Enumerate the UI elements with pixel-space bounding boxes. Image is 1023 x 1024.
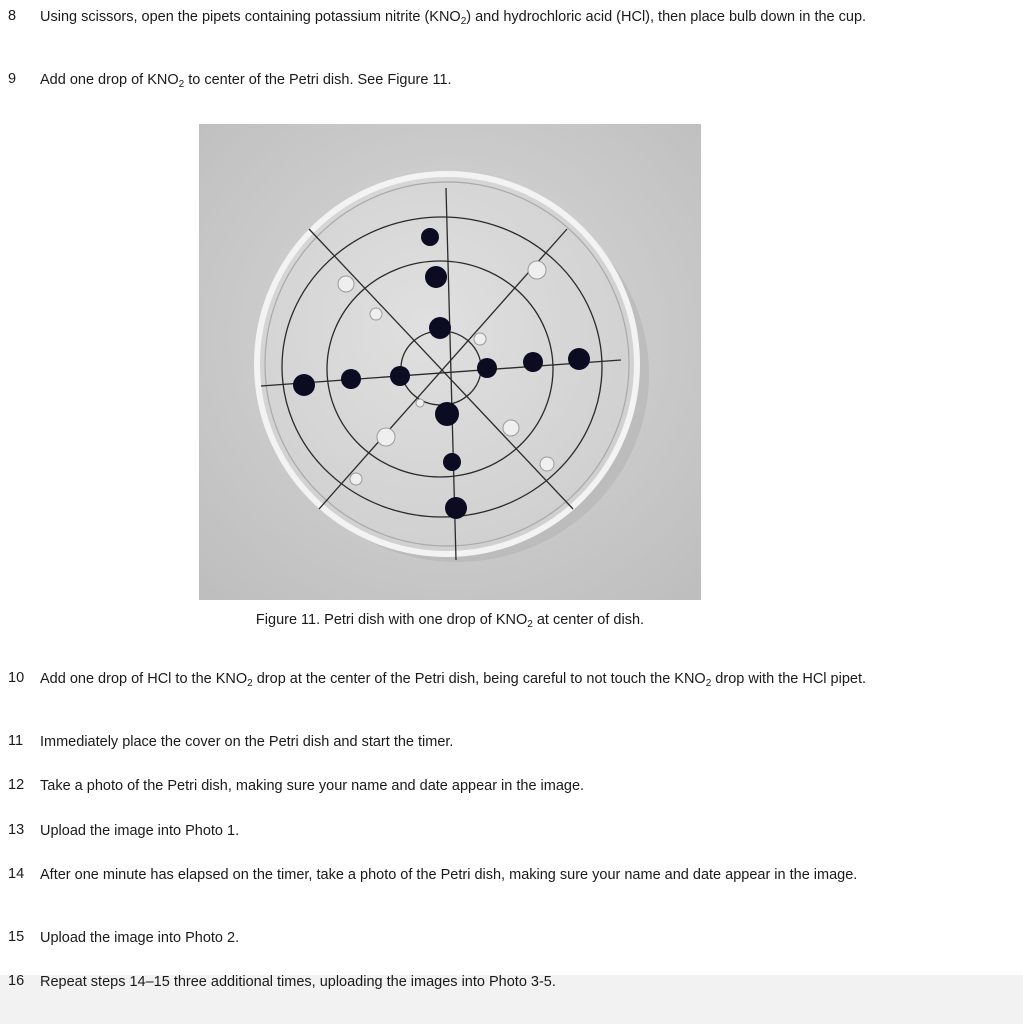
step-text: Upload the image into Photo 1. — [40, 823, 240, 839]
step-text: Repeat steps 14–15 three additional times, uploading the images into Photo 3-5. — [40, 974, 556, 990]
step-text-part: drop at the center of the Petri dish, being careful to not touch the KNO — [252, 671, 706, 687]
step-text: Immediately place the cover on the Petri dish and start the timer. — [40, 734, 454, 750]
step-number: 14 — [8, 866, 25, 882]
caption-part: Figure 11. Petri dish with one drop of KNO — [255, 612, 528, 628]
step-number: 13 — [8, 822, 25, 838]
step-text: Take a photo of the Petri dish, making sure your name and date appear in the image. — [40, 778, 585, 794]
step-number: 8 — [8, 8, 17, 24]
step-text-part: to center of the Petri dish. See Figure 11. — [184, 72, 452, 88]
step-number: 16 — [8, 973, 25, 989]
step-text: Upload the image into Photo 2. — [40, 930, 240, 946]
step-number: 11 — [8, 733, 24, 749]
subscript: 2 — [705, 678, 712, 689]
step-text-part: Add one drop of HCl to the KNO — [40, 671, 248, 687]
step-text — [40, 71, 900, 90]
step-number: 10 — [8, 670, 25, 686]
step-number: 12 — [8, 777, 25, 793]
step-text-part: Using scissors, open the pipets containing potassium nitrite (KNO — [40, 9, 461, 25]
step-number: 15 — [8, 929, 25, 945]
step-text-part: drop with the HCl pipet. — [711, 671, 867, 687]
step-text — [40, 8, 900, 27]
step-text-part: Add one drop of KNO — [40, 72, 179, 88]
subscript: 2 — [527, 619, 533, 630]
figure-caption — [199, 612, 701, 628]
caption-part: at center of dish. — [532, 612, 645, 628]
step-text — [40, 670, 900, 689]
step-text-part: ) and hydrochloric acid (HCl), then place bulb down in the cup. — [466, 9, 867, 25]
petri-dish-photo — [199, 124, 701, 600]
step-number: 9 — [8, 71, 17, 87]
subscript: 2 — [460, 16, 467, 27]
step-text: After one minute has elapsed on the timer, take a photo of the Petri dish, making sure your name and date appear in the image. — [40, 867, 858, 883]
subscript: 2 — [178, 79, 185, 90]
subscript: 2 — [247, 678, 253, 689]
